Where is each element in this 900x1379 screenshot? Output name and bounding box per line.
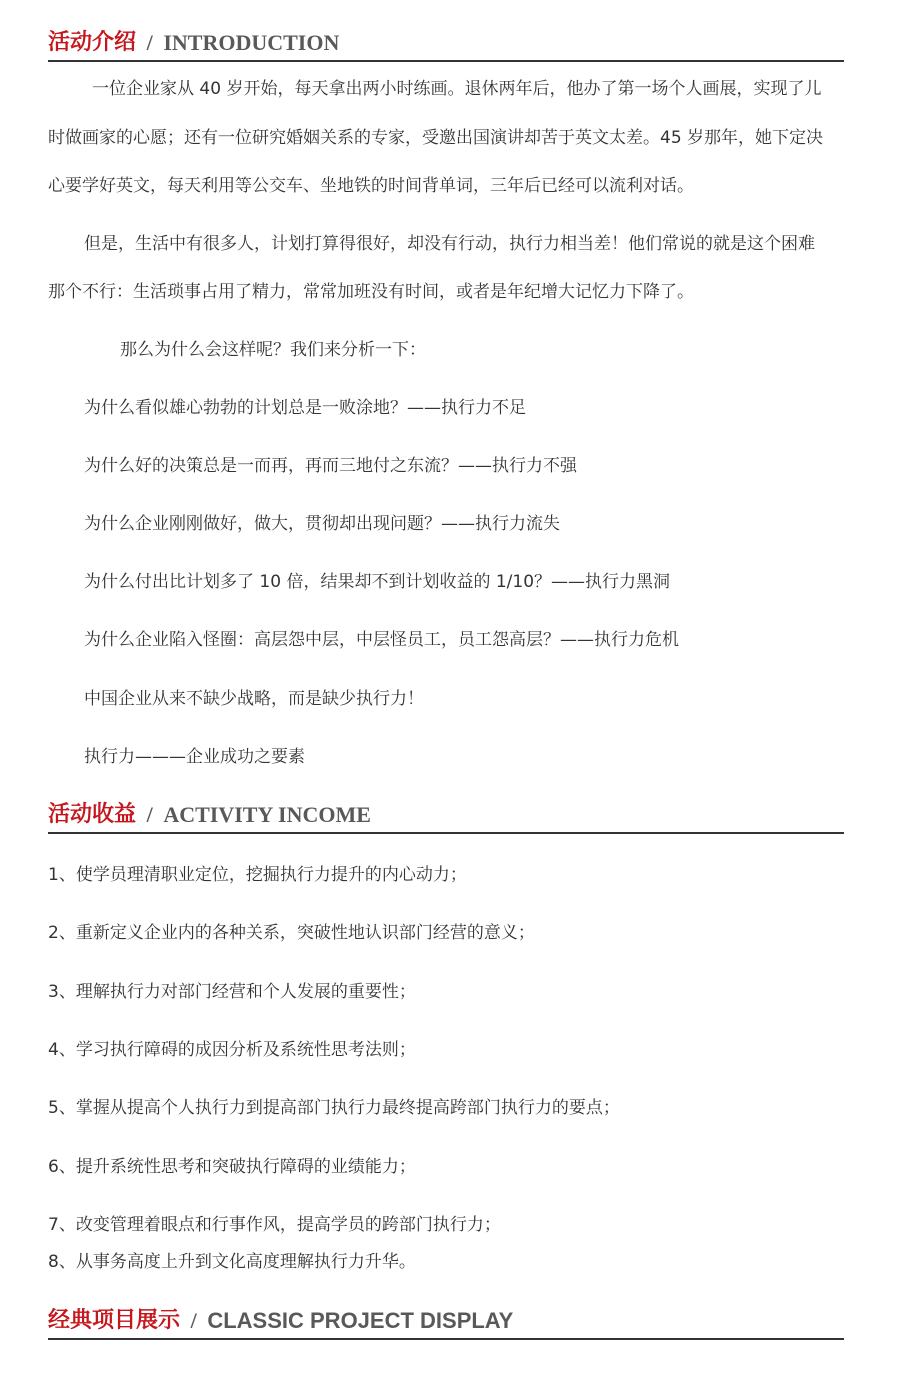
classic-title-cn: 经典项目展示 bbox=[48, 1308, 181, 1333]
introduction-header bbox=[48, 30, 844, 62]
introduction-title-en: INTRODUCTION bbox=[163, 30, 340, 55]
income-title-cn: 活动收益 bbox=[48, 802, 137, 827]
intro-paragraph2-line2: 那个不行：生活琐事占用了精力，常常加班没有时间，或者是年纪增大记忆力下降了。 bbox=[48, 282, 694, 302]
intro-conclusion: 中国企业从来不缺少战略，而是缺少执行力！ bbox=[84, 689, 424, 709]
income-item: 5、掌握从提高个人执行力到提高部门执行力最终提高跨部门执行力的要点； bbox=[48, 1098, 620, 1118]
question-item: 为什么企业刚刚做好，做大，贯彻却出现问题？——执行力流失 bbox=[84, 514, 560, 534]
intro-paragraph1-line1: 一位企业家从 40 岁开始，每天拿出两小时练画。退休两年后，他办了第一场个人画展，实现了儿 bbox=[92, 79, 822, 99]
income-header bbox=[48, 802, 844, 834]
classic-title-en: CLASSIC PROJECT DISPLAY bbox=[207, 1308, 514, 1333]
income-item: 3、理解执行力对部门经营和个人发展的重要性； bbox=[48, 982, 416, 1002]
question-item: 为什么企业陷入怪圈：高层怨中层，中层怪员工，员工怨高层？——执行力危机 bbox=[84, 630, 679, 650]
question-item: 为什么看似雄心勃勃的计划总是一败涂地？——执行力不足 bbox=[84, 398, 526, 418]
introduction-title-cn: 活动介绍 bbox=[48, 30, 137, 55]
income-title-en: ACTIVITY INCOME bbox=[163, 802, 371, 827]
classic-header bbox=[48, 1308, 844, 1340]
intro-paragraph2-line1: 但是，生活中有很多人，计划打算得很好，却没有行动，执行力相当差！他们常说的就是这个困难 bbox=[84, 234, 815, 254]
income-item: 2、重新定义企业内的各种关系，突破性地认识部门经营的意义； bbox=[48, 923, 535, 943]
question-item: 为什么好的决策总是一而再，再而三地付之东流？——执行力不强 bbox=[84, 456, 577, 476]
question-item: 为什么付出比计划多了 10 倍，结果却不到计划收益的 1/10？——执行力黑洞 bbox=[84, 572, 671, 592]
income-item: 6、提升系统性思考和突破执行障碍的业绩能力； bbox=[48, 1157, 416, 1177]
income-item: 4、学习执行障碍的成因分析及系统性思考法则； bbox=[48, 1040, 416, 1060]
classic-title-separator: / bbox=[185, 1308, 203, 1333]
introduction-title-separator: / bbox=[141, 30, 159, 55]
intro-paragraph1-line2: 时做画家的心愿；还有一位研究婚姻关系的专家，受邀出国演讲却苦于英文太差。45 岁那年，她下定决 bbox=[48, 128, 824, 148]
intro-paragraph1-line3: 心要学好英文，每天利用等公交车、坐地铁的时间背单词，三年后已经可以流利对话。 bbox=[48, 176, 694, 196]
intro-tagline: 执行力———企业成功之要素 bbox=[84, 747, 305, 767]
income-item: 1、使学员理清职业定位，挖掘执行力提升的内心动力； bbox=[48, 865, 467, 885]
income-item: 7、改变管理着眼点和行事作风，提高学员的跨部门执行力； bbox=[48, 1215, 501, 1235]
income-item: 8、从事务高度上升到文化高度理解执行力升华。 bbox=[48, 1252, 416, 1272]
income-title-separator: / bbox=[141, 802, 159, 827]
analysis-intro: 那么为什么会这样呢？我们来分析一下： bbox=[120, 340, 426, 360]
